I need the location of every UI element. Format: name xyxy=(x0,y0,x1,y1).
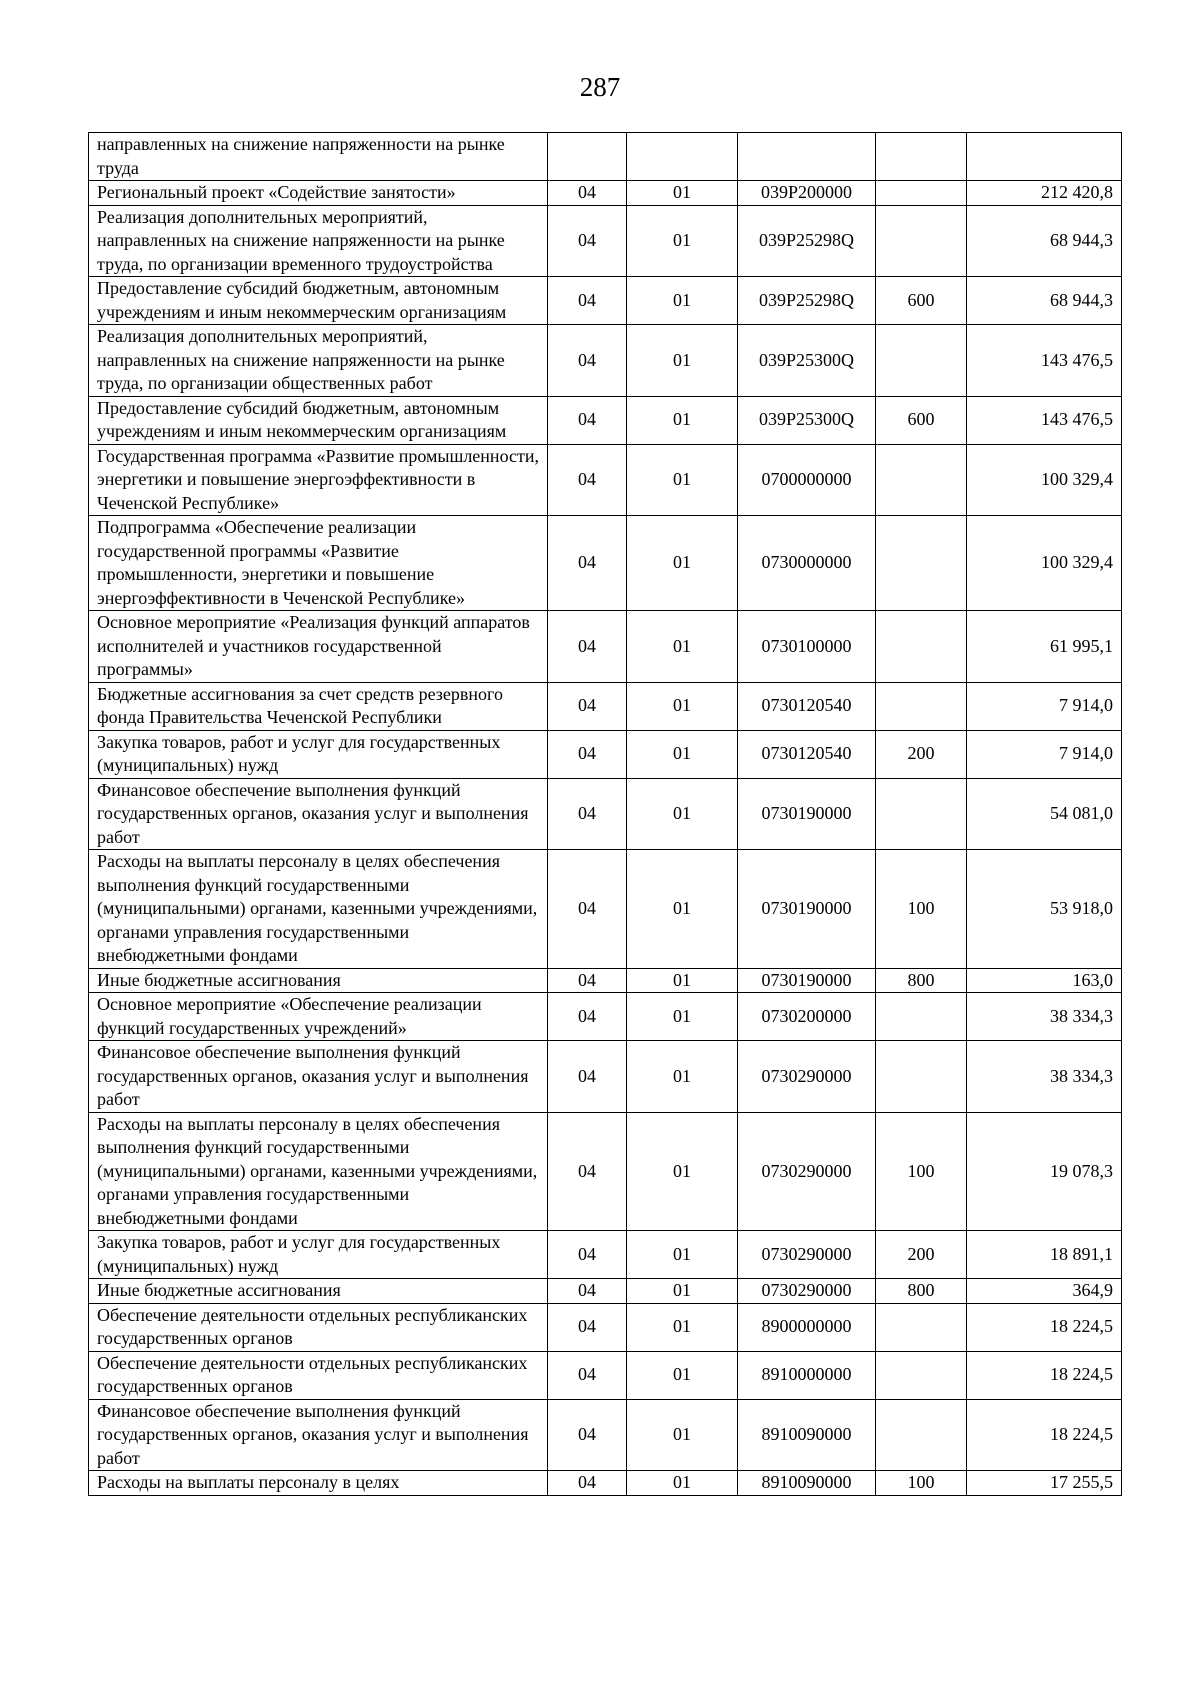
row-amount-cell: 18 224,5 xyxy=(967,1303,1122,1351)
row-section-cell: 04 xyxy=(548,1399,627,1471)
table-row xyxy=(89,133,1122,181)
row-target-article-cell: 0730190000 xyxy=(738,778,876,850)
row-expense-type-cell xyxy=(876,1351,967,1399)
row-name-cell: Закупка товаров, работ и услуг для государственных (муниципальных) нужд xyxy=(89,1231,548,1279)
row-amount-cell xyxy=(967,133,1122,181)
row-subsection-cell: 01 xyxy=(627,682,738,730)
row-expense-type-cell: 100 xyxy=(876,1471,967,1496)
row-expense-type-cell: 800 xyxy=(876,1279,967,1304)
table-row xyxy=(89,325,1122,397)
table-row xyxy=(89,516,1122,611)
table-row xyxy=(89,993,1122,1041)
row-amount-cell: 100 329,4 xyxy=(967,444,1122,516)
row-target-article-cell: 0730290000 xyxy=(738,1231,876,1279)
row-section-cell: 04 xyxy=(548,682,627,730)
row-amount-cell: 68 944,3 xyxy=(967,205,1122,277)
row-expense-type-cell xyxy=(876,325,967,397)
table-row xyxy=(89,1041,1122,1113)
table-row xyxy=(89,1231,1122,1279)
row-name-cell: Предоставление субсидий бюджетным, автономным учреждениям и иным некоммерческим организациям xyxy=(89,277,548,325)
row-section-cell: 04 xyxy=(548,1471,627,1496)
row-section-cell: 04 xyxy=(548,181,627,206)
row-subsection-cell: 01 xyxy=(627,1351,738,1399)
row-name-cell: Расходы на выплаты персоналу в целях xyxy=(89,1471,548,1496)
row-section-cell: 04 xyxy=(548,1041,627,1113)
row-section-cell: 04 xyxy=(548,396,627,444)
row-subsection-cell: 01 xyxy=(627,850,738,969)
row-target-article-cell: 0730190000 xyxy=(738,850,876,969)
row-name-cell: Иные бюджетные ассигнования xyxy=(89,1279,548,1304)
row-section-cell: 04 xyxy=(548,325,627,397)
row-amount-cell: 38 334,3 xyxy=(967,1041,1122,1113)
page-number: 287 xyxy=(579,72,621,102)
row-name-cell: Расходы на выплаты персоналу в целях обеспечения выполнения функций государственными (муниципальными) органами, казенными учреждениями, органами управления государственными внебюджетными фондами xyxy=(89,850,548,969)
row-expense-type-cell xyxy=(876,778,967,850)
row-expense-type-cell xyxy=(876,516,967,611)
table-row xyxy=(89,1399,1122,1471)
row-subsection-cell: 01 xyxy=(627,516,738,611)
row-amount-cell: 19 078,3 xyxy=(967,1112,1122,1231)
row-name-cell: Бюджетные ассигнования за счет средств резервного фонда Правительства Чеченской Республики xyxy=(89,682,548,730)
table-row xyxy=(89,1279,1122,1304)
row-name-cell: Финансовое обеспечение выполнения функций государственных органов, оказания услуг и выполнения работ xyxy=(89,778,548,850)
row-target-article-cell: 039P25298Q xyxy=(738,205,876,277)
row-target-article-cell: 0730120540 xyxy=(738,730,876,778)
table-row xyxy=(89,205,1122,277)
row-amount-cell: 100 329,4 xyxy=(967,516,1122,611)
row-subsection-cell: 01 xyxy=(627,730,738,778)
row-name-cell: Предоставление субсидий бюджетным, автономным учреждениям и иным некоммерческим организациям xyxy=(89,396,548,444)
row-expense-type-cell xyxy=(876,682,967,730)
row-section-cell: 04 xyxy=(548,968,627,993)
row-amount-cell: 17 255,5 xyxy=(967,1471,1122,1496)
row-section-cell: 04 xyxy=(548,444,627,516)
row-target-article-cell: 0730290000 xyxy=(738,1279,876,1304)
row-expense-type-cell: 200 xyxy=(876,1231,967,1279)
row-amount-cell: 68 944,3 xyxy=(967,277,1122,325)
row-name-cell: Иные бюджетные ассигнования xyxy=(89,968,548,993)
row-amount-cell: 18 891,1 xyxy=(967,1231,1122,1279)
row-expense-type-cell xyxy=(876,181,967,206)
row-expense-type-cell xyxy=(876,1399,967,1471)
row-section-cell: 04 xyxy=(548,1112,627,1231)
row-name-cell: Региональный проект «Содействие занятости» xyxy=(89,181,548,206)
row-subsection-cell: 01 xyxy=(627,1112,738,1231)
row-expense-type-cell xyxy=(876,1303,967,1351)
table-row xyxy=(89,1112,1122,1231)
row-subsection-cell: 01 xyxy=(627,1303,738,1351)
table-row xyxy=(89,730,1122,778)
row-target-article-cell: 8910090000 xyxy=(738,1399,876,1471)
row-name-cell: направленных на снижение напряженности на рынке труда xyxy=(89,133,548,181)
row-amount-cell: 38 334,3 xyxy=(967,993,1122,1041)
row-amount-cell: 143 476,5 xyxy=(967,325,1122,397)
row-expense-type-cell: 600 xyxy=(876,277,967,325)
row-name-cell: Основное мероприятие «Обеспечение реализации функций государственных учреждений» xyxy=(89,993,548,1041)
row-name-cell: Реализация дополнительных мероприятий, направленных на снижение напряженности на рынке труда, по организации общественных работ xyxy=(89,325,548,397)
row-name-cell: Финансовое обеспечение выполнения функций государственных органов, оказания услуг и выполнения работ xyxy=(89,1041,548,1113)
row-name-cell: Государственная программа «Развитие промышленности, энергетики и повышение энергоэффективности в Чеченской Республике» xyxy=(89,444,548,516)
row-expense-type-cell xyxy=(876,205,967,277)
row-subsection-cell: 01 xyxy=(627,205,738,277)
table-row xyxy=(89,611,1122,683)
row-subsection-cell xyxy=(627,133,738,181)
row-target-article-cell: 039P25300Q xyxy=(738,396,876,444)
row-expense-type-cell: 200 xyxy=(876,730,967,778)
row-amount-cell: 7 914,0 xyxy=(967,730,1122,778)
row-section-cell: 04 xyxy=(548,516,627,611)
row-amount-cell: 163,0 xyxy=(967,968,1122,993)
row-subsection-cell: 01 xyxy=(627,1041,738,1113)
table-row xyxy=(89,444,1122,516)
row-expense-type-cell xyxy=(876,133,967,181)
row-name-cell: Расходы на выплаты персоналу в целях обеспечения выполнения функций государственными (муниципальными) органами, казенными учреждениями, органами управления государственными внебюджетными фондами xyxy=(89,1112,548,1231)
row-target-article-cell: 0730000000 xyxy=(738,516,876,611)
row-amount-cell: 212 420,8 xyxy=(967,181,1122,206)
row-amount-cell: 7 914,0 xyxy=(967,682,1122,730)
row-section-cell: 04 xyxy=(548,778,627,850)
row-subsection-cell: 01 xyxy=(627,444,738,516)
row-target-article-cell: 0730100000 xyxy=(738,611,876,683)
row-expense-type-cell xyxy=(876,444,967,516)
row-target-article-cell: 0730290000 xyxy=(738,1112,876,1231)
row-amount-cell: 143 476,5 xyxy=(967,396,1122,444)
row-expense-type-cell xyxy=(876,611,967,683)
row-name-cell: Финансовое обеспечение выполнения функций государственных органов, оказания услуг и выполнения работ xyxy=(89,1399,548,1471)
table-row xyxy=(89,1471,1122,1496)
row-expense-type-cell: 600 xyxy=(876,396,967,444)
row-amount-cell: 18 224,5 xyxy=(967,1351,1122,1399)
row-name-cell: Основное мероприятие «Реализация функций аппаратов исполнителей и участников государственной программы» xyxy=(89,611,548,683)
row-target-article-cell: 0730120540 xyxy=(738,682,876,730)
row-section-cell: 04 xyxy=(548,205,627,277)
row-expense-type-cell: 100 xyxy=(876,1112,967,1231)
table-row xyxy=(89,1351,1122,1399)
row-target-article-cell: 8910090000 xyxy=(738,1471,876,1496)
row-name-cell: Закупка товаров, работ и услуг для государственных (муниципальных) нужд xyxy=(89,730,548,778)
row-subsection-cell: 01 xyxy=(627,396,738,444)
row-target-article-cell: 039P25298Q xyxy=(738,277,876,325)
row-subsection-cell: 01 xyxy=(627,1471,738,1496)
row-target-article-cell: 0730200000 xyxy=(738,993,876,1041)
table-row xyxy=(89,1303,1122,1351)
row-section-cell: 04 xyxy=(548,993,627,1041)
row-expense-type-cell xyxy=(876,1041,967,1113)
row-section-cell: 04 xyxy=(548,611,627,683)
row-section-cell: 04 xyxy=(548,730,627,778)
row-amount-cell: 18 224,5 xyxy=(967,1399,1122,1471)
table-row xyxy=(89,968,1122,993)
row-subsection-cell: 01 xyxy=(627,181,738,206)
row-name-cell: Подпрограмма «Обеспечение реализации государственной программы «Развитие промышленности, энергетики и повышение энергоэффективности в Чеченской Республике» xyxy=(89,516,548,611)
row-subsection-cell: 01 xyxy=(627,1231,738,1279)
row-amount-cell: 364,9 xyxy=(967,1279,1122,1304)
row-section-cell: 04 xyxy=(548,277,627,325)
row-amount-cell: 61 995,1 xyxy=(967,611,1122,683)
table-row xyxy=(89,850,1122,969)
row-section-cell: 04 xyxy=(548,1231,627,1279)
row-target-article-cell: 039P200000 xyxy=(738,181,876,206)
row-subsection-cell: 01 xyxy=(627,611,738,683)
row-target-article-cell xyxy=(738,133,876,181)
row-subsection-cell: 01 xyxy=(627,1399,738,1471)
table-row xyxy=(89,396,1122,444)
row-section-cell: 04 xyxy=(548,1351,627,1399)
row-target-article-cell: 8900000000 xyxy=(738,1303,876,1351)
row-subsection-cell: 01 xyxy=(627,778,738,850)
row-amount-cell: 54 081,0 xyxy=(967,778,1122,850)
row-target-article-cell: 8910000000 xyxy=(738,1351,876,1399)
row-expense-type-cell: 100 xyxy=(876,850,967,969)
row-subsection-cell: 01 xyxy=(627,968,738,993)
row-subsection-cell: 01 xyxy=(627,277,738,325)
row-target-article-cell: 039P25300Q xyxy=(738,325,876,397)
table-row xyxy=(89,682,1122,730)
row-target-article-cell: 0730290000 xyxy=(738,1041,876,1113)
row-name-cell: Обеспечение деятельности отдельных республиканских государственных органов xyxy=(89,1303,548,1351)
row-subsection-cell: 01 xyxy=(627,325,738,397)
row-target-article-cell: 0730190000 xyxy=(738,968,876,993)
row-section-cell: 04 xyxy=(548,1279,627,1304)
budget-table-body xyxy=(89,133,1122,1496)
row-target-article-cell: 0700000000 xyxy=(738,444,876,516)
row-section-cell: 04 xyxy=(548,850,627,969)
row-section-cell xyxy=(548,133,627,181)
row-name-cell: Реализация дополнительных мероприятий, направленных на снижение напряженности на рынке труда, по организации временного трудоустройства xyxy=(89,205,548,277)
row-section-cell: 04 xyxy=(548,1303,627,1351)
row-expense-type-cell: 800 xyxy=(876,968,967,993)
budget-table xyxy=(88,132,1122,1496)
row-amount-cell: 53 918,0 xyxy=(967,850,1122,969)
row-name-cell: Обеспечение деятельности отдельных республиканских государственных органов xyxy=(89,1351,548,1399)
table-row xyxy=(89,181,1122,206)
table-row xyxy=(89,778,1122,850)
row-subsection-cell: 01 xyxy=(627,1279,738,1304)
row-expense-type-cell xyxy=(876,993,967,1041)
table-row xyxy=(89,277,1122,325)
row-subsection-cell: 01 xyxy=(627,993,738,1041)
